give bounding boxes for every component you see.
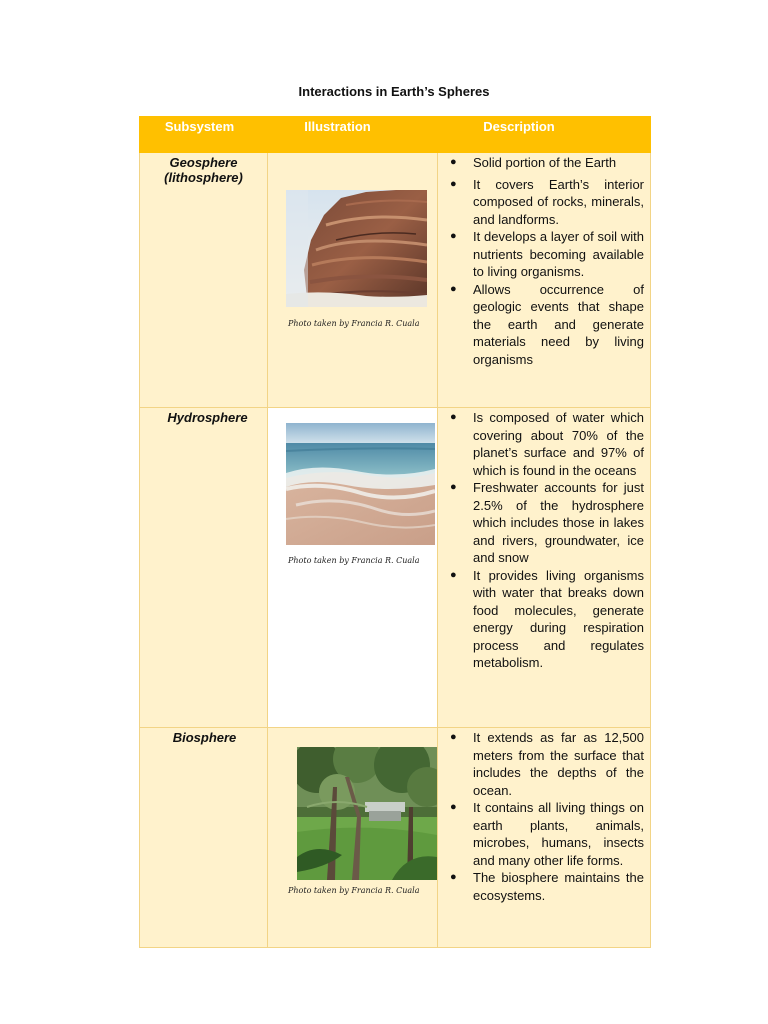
subsystem-cell xyxy=(140,728,268,948)
subsystem-cell xyxy=(140,408,268,728)
illustration-cell xyxy=(268,408,438,728)
header-description: Description xyxy=(438,117,651,153)
header-illustration: Illustration xyxy=(268,117,438,153)
list-item: ● Freshwater accounts for just 2.5% of the hydrosphere which includes those in lakes and rivers, groundwater, ice and snow xyxy=(450,480,644,565)
list-item: ● It contains all living things on earth plants, animals, microbes, humans, insects and many other life forms. xyxy=(450,800,644,868)
subsystem-cell xyxy=(140,153,268,408)
description-cell xyxy=(438,408,651,728)
table-row-biosphere xyxy=(140,728,651,948)
list-item: ● It covers Earth’s interior composed of rocks, minerals, and landforms. xyxy=(450,176,644,227)
biosphere-forest-photo xyxy=(297,747,437,880)
hydrosphere-beach-photo xyxy=(286,423,435,545)
list-item: ● Is composed of water which covering about 70% of the planet’s surface and 97% of which is found in the oceans xyxy=(450,410,644,478)
geosphere-rock-photo xyxy=(286,190,427,307)
header-subsystem: Subsystem xyxy=(140,117,268,153)
subsystem-subname: (lithosphere) xyxy=(164,170,243,185)
photo-caption: Photo taken by Francia R. Cuala xyxy=(288,319,420,328)
table-header-row xyxy=(140,117,651,153)
table-row-geosphere xyxy=(140,153,651,408)
illustration-cell xyxy=(268,728,438,948)
list-item: ● Allows occurrence of geologic events that shape the earth and generate materials need by living organisms xyxy=(450,281,644,367)
list-item: ● The biosphere maintains the ecosystems. xyxy=(450,870,644,903)
list-item: ● It extends as far as 12,500 meters from the surface that includes the depths of the ocean. xyxy=(450,730,644,798)
list-item: ● It provides living organisms with water that breaks down food molecules, generate energy during respiration process and regulates metabolism. xyxy=(450,567,644,670)
subsystem-name: Geosphere xyxy=(169,155,238,170)
photo-caption: Photo taken by Francia R. Cuala xyxy=(288,556,420,565)
table-row-hydrosphere xyxy=(140,408,651,728)
subsystem-name: Biosphere xyxy=(172,730,237,745)
description-cell xyxy=(438,153,651,408)
subsystem-name: Hydrosphere xyxy=(167,410,248,425)
spheres-table xyxy=(139,116,651,948)
list-item: ● Solid portion of the Earth xyxy=(450,155,617,170)
illustration-cell xyxy=(268,153,438,408)
list-item: ● It develops a layer of soil with nutrients becoming available to living organisms. xyxy=(450,229,644,279)
photo-caption: Photo taken by Francia R. Cuala xyxy=(288,886,420,895)
document-title: Interactions in Earth’s Spheres xyxy=(298,84,490,99)
description-cell xyxy=(438,728,651,948)
